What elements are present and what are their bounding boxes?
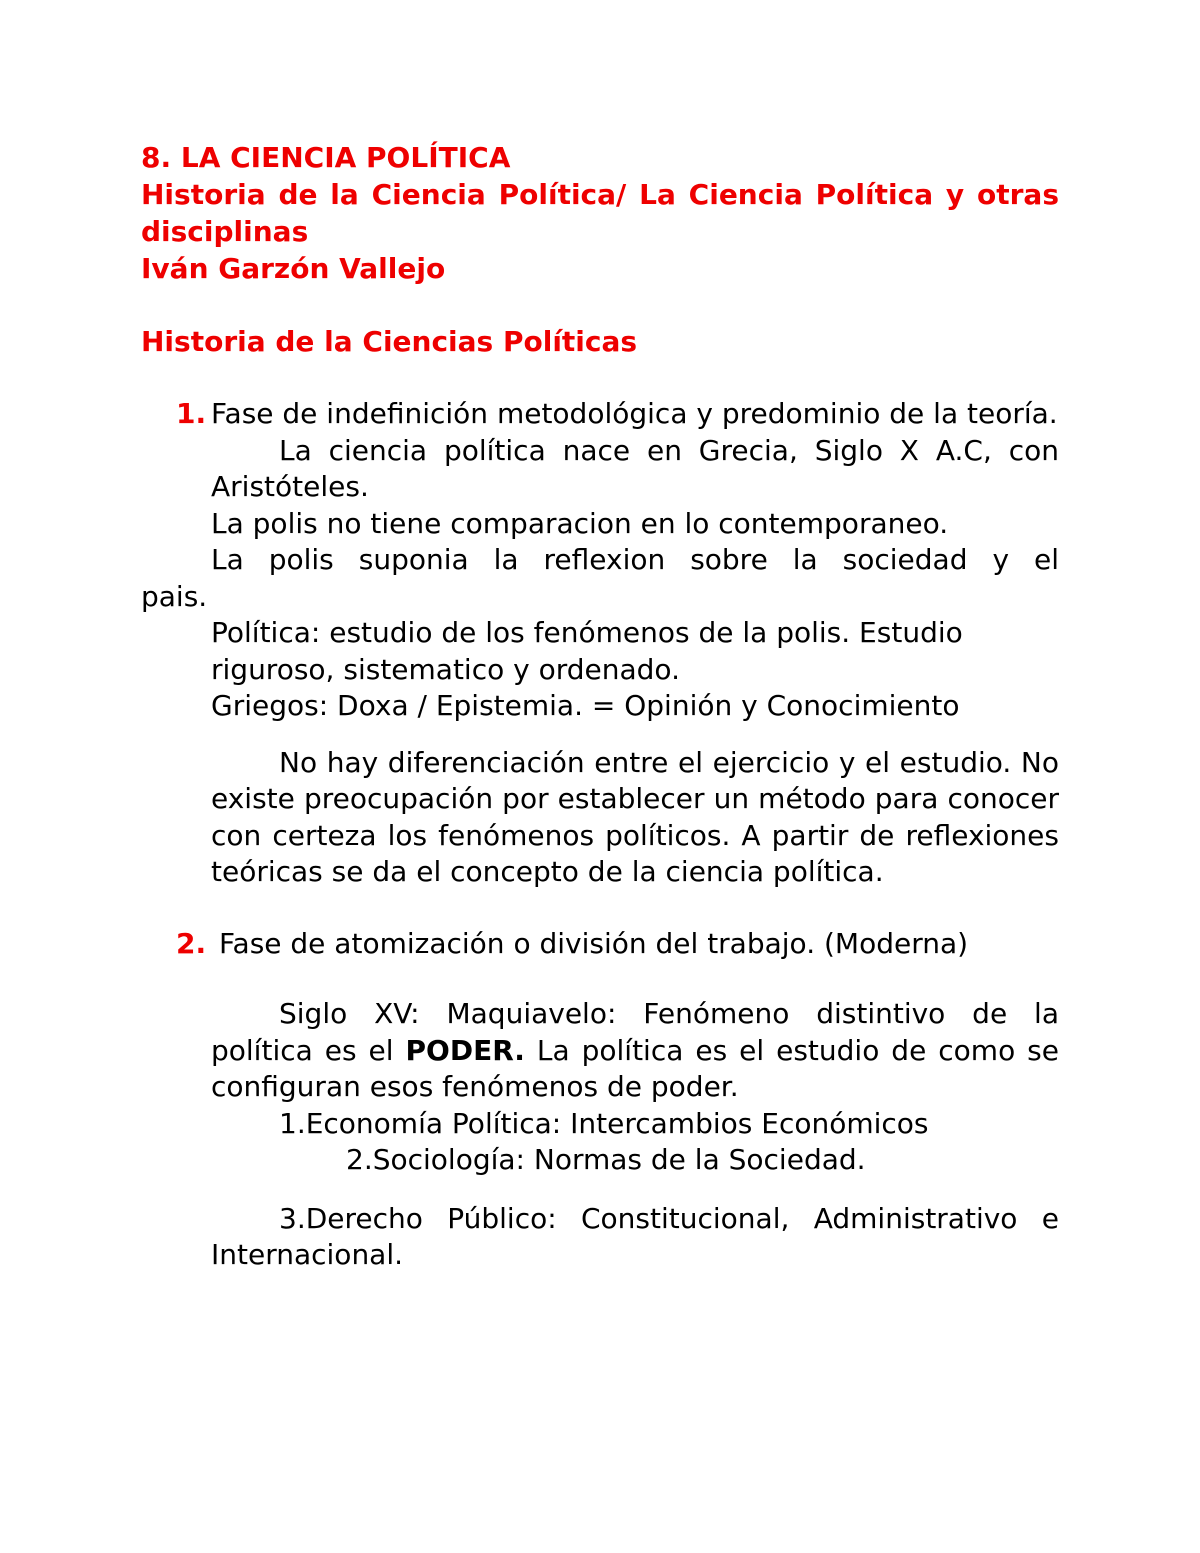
phase-2-block xyxy=(141,996,1059,1274)
discipline-item-1: 1.Economía Política: Intercambios Económicos xyxy=(279,1106,929,1140)
phase-1-paragraph-6: No hay diferenciación entre el ejercicio y el estudio. No existe preocupación por establecer un método para conocer con certeza los fenómenos políticos. A partir de reflexiones teóricas se da el concepto de la ciencia política. xyxy=(211,745,1059,888)
discipline-item-2: 2.Sociología: Normas de la Sociedad. xyxy=(346,1143,866,1176)
phase-1-paragraph-1: La ciencia política nace en Grecia, Siglo X A.C, con Aristóteles. xyxy=(211,433,1059,503)
phase-2-paragraph-1-start: Siglo XV: Maquiavelo: Fenómeno distintivo de la política es el xyxy=(211,997,1059,1067)
phase-1-number: 1. xyxy=(176,397,207,430)
power-keyword: PODER. xyxy=(405,1033,525,1067)
phase-1-paragraph-2: La polis no tiene comparacion en lo contemporaneo. xyxy=(211,506,949,540)
phase-2-number: 2. xyxy=(176,926,207,960)
phase-1 xyxy=(141,396,1059,542)
discipline-item-3: 3.Derecho Público: Constitucional, Administrativo e Internacional. xyxy=(211,1201,1059,1271)
document-subtitle: Historia de la Ciencia Política/ La Ciencia Política y otras disciplinas xyxy=(141,178,1059,248)
phase-1-block xyxy=(141,615,1059,891)
document-author: Iván Garzón Vallejo xyxy=(141,252,446,285)
section-heading: Historia de la Ciencias Políticas xyxy=(141,325,638,358)
phase-1-title: Fase de indefinición metodológica y predominio de la teoría. xyxy=(211,397,1058,430)
phase-1-paragraph-5: Griegos: Doxa / Epistemia. = Opinión y Conocimiento xyxy=(211,689,960,722)
phase-1-paragraph-3a: La polis suponia la reflexion sobre la sociedad y el xyxy=(211,543,1059,576)
phase-1-paragraph-4: Política: estudio de los fenómenos de la polis. Estudio riguroso, sistematico y ordenado. xyxy=(211,616,963,686)
document-title: 8. LA CIENCIA POLÍTICA xyxy=(141,141,511,174)
phase-2-paragraph-1 xyxy=(211,996,1059,1106)
document-page xyxy=(141,139,1059,1274)
phase-2 xyxy=(141,926,1059,963)
phase-2-paragraph-1-end: La política es el estudio de como se configuran esos fenómenos de poder. xyxy=(211,1033,1059,1103)
phase-1-paragraph-3b: pais. xyxy=(141,579,208,613)
phase-2-title: Fase de atomización o división del trabajo. (Moderna) xyxy=(219,926,969,960)
